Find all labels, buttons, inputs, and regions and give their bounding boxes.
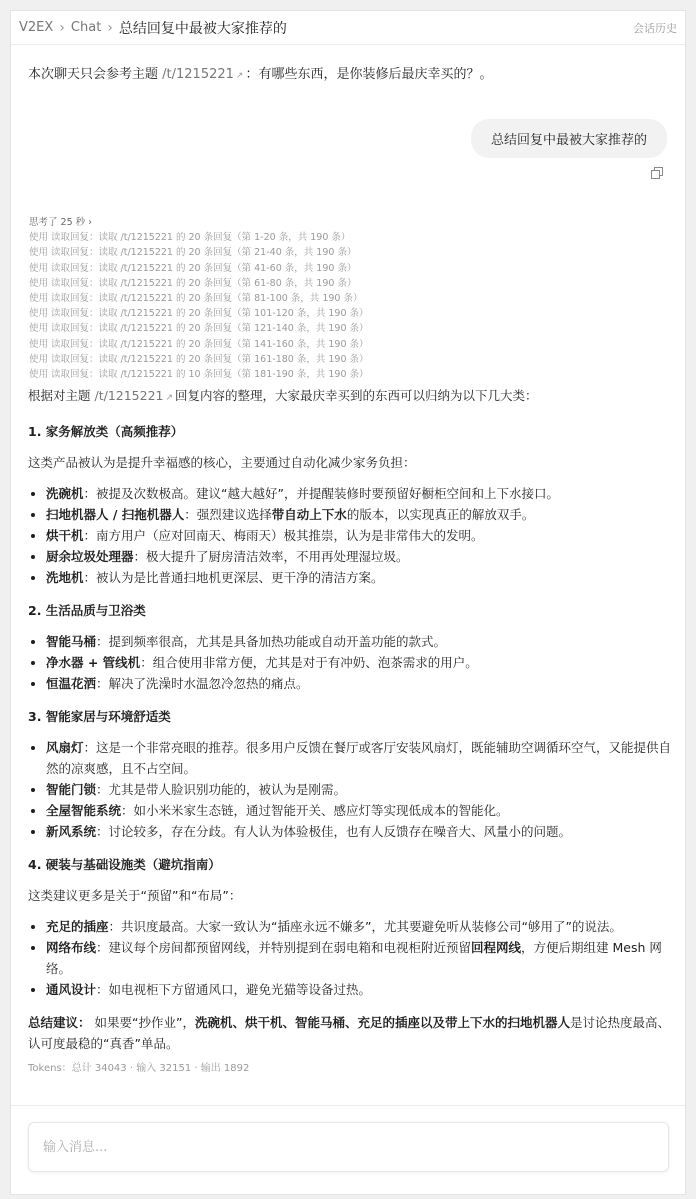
summary: 总结建议： 如果要“抄作业”，洗碗机、烘干机、智能马桶、充足的插座以及带上下水的扫地机器人是讨论热度最高、认可度最稳的“真香”单品。	[28, 1015, 670, 1051]
page-title: 总结回复中最被大家推荐的	[118, 20, 287, 37]
list-item: • 风扇灯：这是一个非常亮眼的推荐。很多用户反馈在餐厅或客厅安装风扇灯，既能辅助空调循环空气，又能提供自然的凉爽感，且不占空间。	[46, 737, 673, 779]
token-usage: Tokens：总计 34043 · 输入 32151 · 输出 1892	[28, 1063, 250, 1074]
breadcrumb-separator-icon: ›	[59, 19, 65, 36]
section-desc: 这类产品被认为是提升幸福感的核心，主要通过自动化减少家务负担：	[28, 455, 416, 470]
list-item: • 智能马桶：提到频率很高，尤其是具备加热功能或自动开盖功能的款式。	[46, 631, 673, 652]
list-item: • 洗碗机：被提及次数极高。建议“越大越好”，并提醒装修时要预留好橱柜空间和上下水接口。	[46, 483, 673, 504]
list-item: • 充足的插座：共识度最高。大家一致认为“插座永远不嫌多”，尤其要避免听从装修公司“够用了”的说法。	[46, 916, 673, 937]
divider	[11, 1105, 685, 1106]
thinking-step: 使用 读取回复：读取 /t/1215221 的 20 条回复（第 141-160 条，共 190 条）	[29, 338, 369, 350]
thinking-step: 使用 读取回复：读取 /t/1215221 的 20 条回复（第 121-140 条，共 190 条）	[29, 323, 369, 335]
breadcrumb-separator-icon: ›	[107, 19, 113, 36]
answer-intro-prefix: 根据对主题	[28, 388, 91, 403]
item-list	[28, 737, 673, 842]
section-title: 4. 硬装与基础设施类（避坑指南）	[28, 857, 221, 872]
user-message-bubble: 总结回复中最被大家推荐的	[471, 119, 667, 158]
list-item: • 通风设计：如电视柜下方留通风口，避免光猫等设备过热。	[46, 979, 673, 1000]
section-title: 2. 生活品质与卫浴类	[28, 603, 146, 618]
external-link-icon: ↗	[165, 393, 174, 403]
item-list	[28, 483, 673, 588]
chat-window	[10, 10, 686, 1195]
context-notice	[28, 63, 492, 82]
thinking-step: 使用 读取回复：读取 /t/1215221 的 10 条回复（第 181-190 条，共 190 条）	[29, 369, 369, 381]
item-list	[28, 631, 673, 694]
list-item: • 烘干机：南方用户（应对回南天、梅雨天）极其推崇，认为是非常伟大的发明。	[46, 525, 673, 546]
list-item: • 扫地机器人 / 扫拖机器人：强烈建议选择带自动上下水的版本，以实现真正的解放双手。	[46, 504, 673, 525]
list-item: • 恒温花洒：解决了洗澡时水温忽冷忽热的痛点。	[46, 673, 673, 694]
answer-intro	[28, 385, 673, 409]
list-item: • 网络布线：建议每个房间都预留网线，并特别提到在弱电箱和电视柜附近预留回程网线，方便后期组建 Mesh 网络。	[46, 937, 673, 979]
thinking-toggle[interactable]: 思考了 25 秒 ›	[29, 217, 92, 228]
answer-topic-link[interactable]: /t/1215221	[94, 388, 164, 403]
list-item: • 净水器 + 管线机：组合使用非常方便，尤其是对于有冲奶、泡茶需求的用户。	[46, 652, 673, 673]
message-input-box	[28, 1122, 669, 1172]
header-bar	[11, 11, 685, 45]
history-link[interactable]: 会话历史	[633, 21, 677, 35]
thinking-step: 使用 读取回复：读取 /t/1215221 的 20 条回复（第 61-80 条，共 190 条）	[29, 277, 357, 289]
list-item: • 厨余垃圾处理器：极大提升了厨房清洁效率，不用再处理湿垃圾。	[46, 546, 673, 567]
list-item: • 智能门锁：尤其是带人脸识别功能的，被认为是刚需。	[46, 779, 673, 800]
list-item: • 新风系统：讨论较多，存在分歧。有人认为体验极佳，也有人反馈存在噪音大、风量小的问题。	[46, 821, 673, 842]
external-link-icon: ↗	[235, 71, 244, 81]
context-prefix: 本次聊天只会参考主题	[28, 67, 159, 82]
section-title: 1. 家务解放类（高频推荐）	[28, 424, 184, 439]
item-list	[28, 916, 673, 1000]
thinking-step: 使用 读取回复：读取 /t/1215221 的 20 条回复（第 1-20 条，共 190 条）	[29, 232, 351, 244]
context-suffix: ：有哪些东西，是你装修后最庆幸买的？。	[245, 67, 493, 82]
thinking-step: 使用 读取回复：读取 /t/1215221 的 20 条回复（第 161-180 条，共 190 条）	[29, 353, 369, 365]
thinking-step: 使用 读取回复：读取 /t/1215221 的 20 条回复（第 101-120 条，共 190 条）	[29, 308, 369, 320]
message-input[interactable]	[29, 1123, 668, 1171]
thinking-step: 使用 读取回复：读取 /t/1215221 的 20 条回复（第 81-100 条，共 190 条）	[29, 293, 363, 305]
assistant-answer	[28, 385, 673, 1079]
answer-intro-suffix: 回复内容的整理，大家最庆幸买到的东西可以归纳为以下几大类：	[175, 388, 538, 403]
thinking-step: 使用 读取回复：读取 /t/1215221 的 20 条回复（第 41-60 条，共 190 条）	[29, 262, 357, 274]
list-item: • 全屋智能系统：如小米米家生态链，通过智能开关、感应灯等实现低成本的智能化。	[46, 800, 673, 821]
list-item: • 洗地机：被认为是比普通扫地机更深层、更干净的清洁方案。	[46, 567, 673, 588]
breadcrumb-chat[interactable]: Chat	[70, 20, 102, 35]
topic-link[interactable]: /t/1215221	[162, 67, 234, 82]
thinking-step: 使用 读取回复：读取 /t/1215221 的 20 条回复（第 21-40 条，共 190 条）	[29, 247, 357, 259]
section-title: 3. 智能家居与环境舒适类	[28, 709, 171, 724]
section-desc: 这类建议更多是关于“预留”和“布局”：	[28, 888, 242, 903]
thinking-log	[29, 215, 369, 382]
copy-icon[interactable]	[651, 167, 663, 179]
breadcrumb-v2ex[interactable]: V2EX	[19, 20, 54, 35]
